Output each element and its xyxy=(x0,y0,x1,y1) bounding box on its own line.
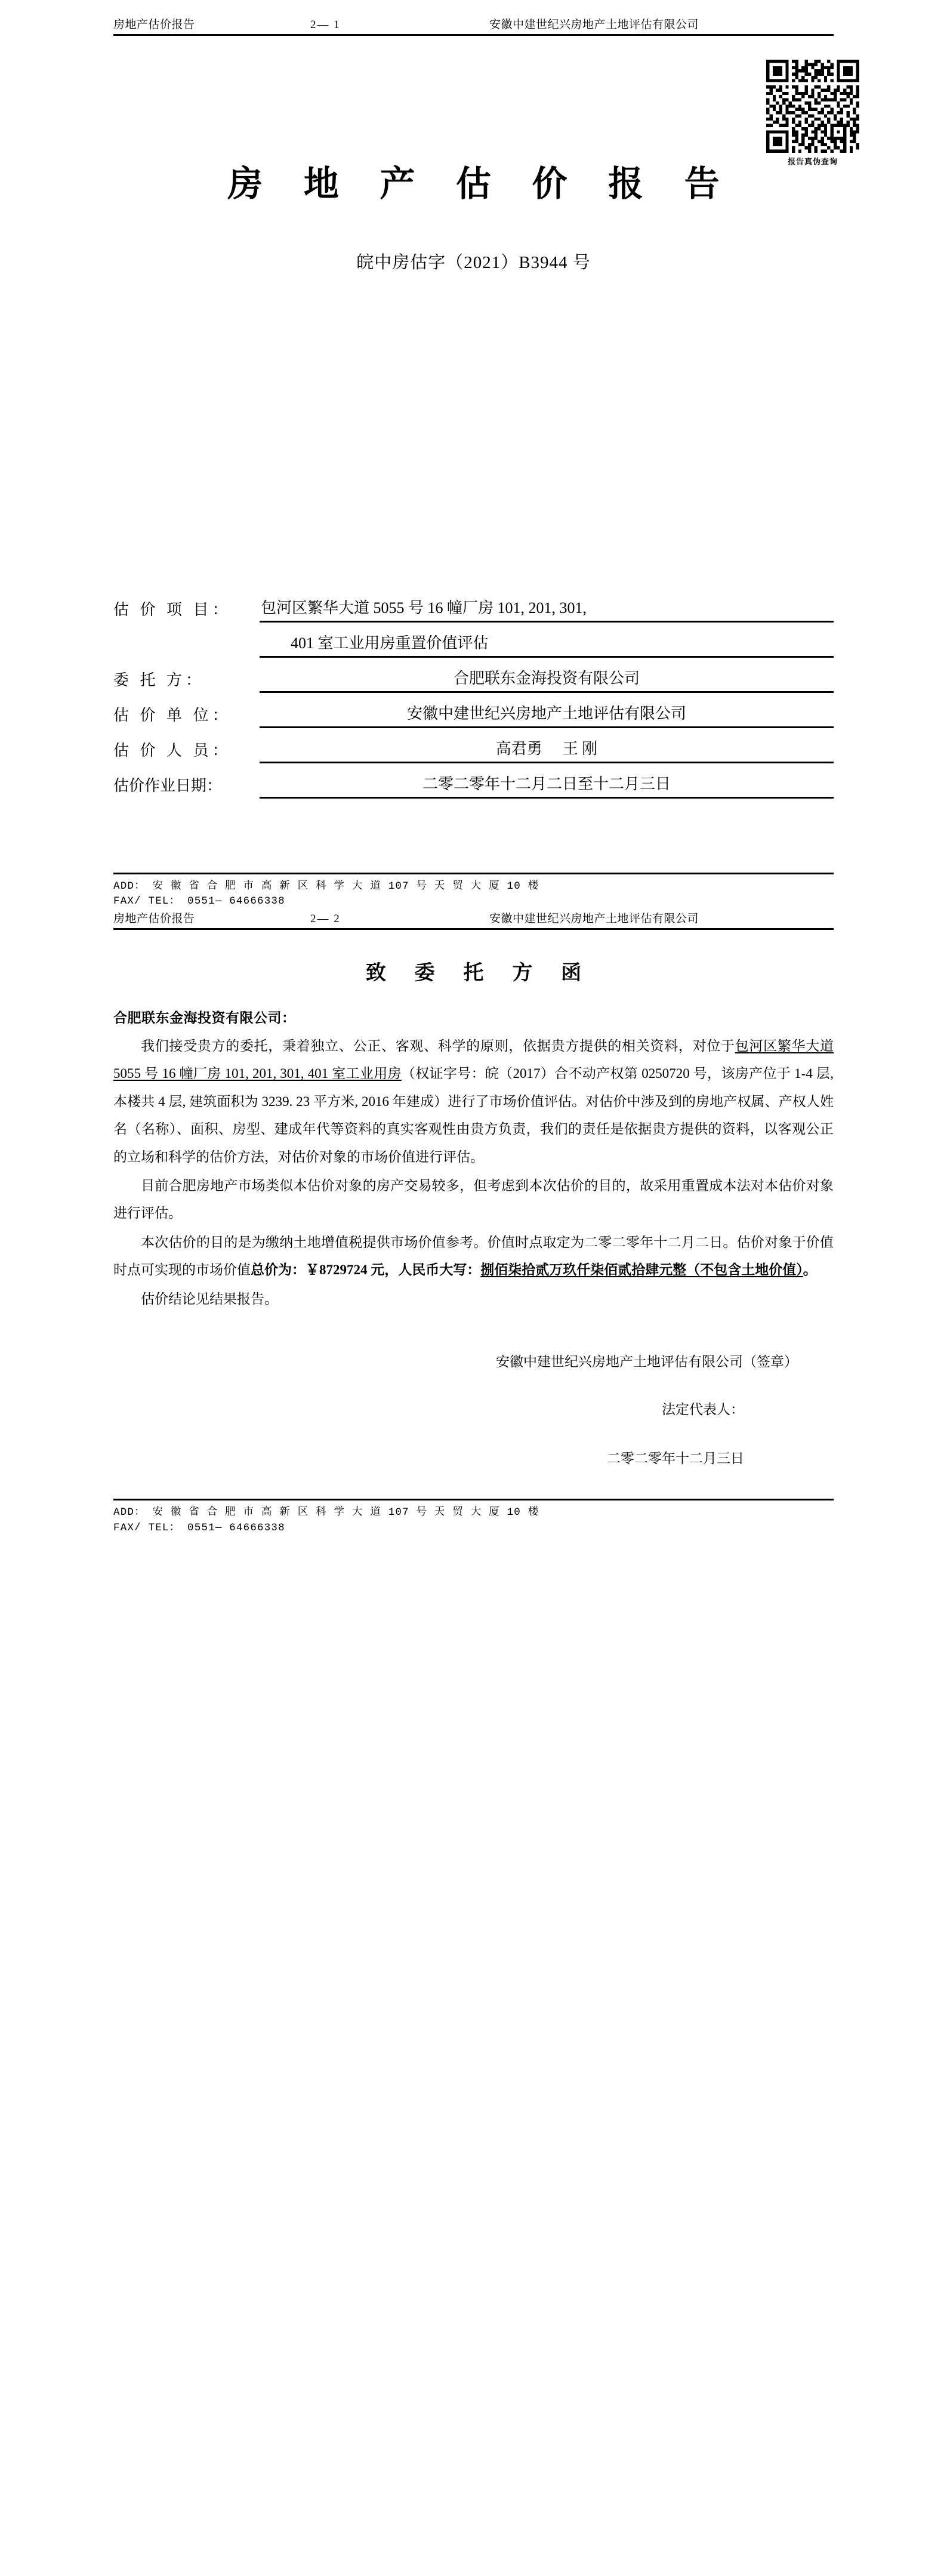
info-value-work-date: 二零二零年十二月二日至十二月三日 xyxy=(260,772,834,799)
p3-amount-in-words: 捌佰柒拾贰万玖仟柒佰贰拾肆元整（不包含土地价值） xyxy=(480,1262,803,1278)
info-label-client: 委 托 方： xyxy=(113,671,205,689)
signature-legal-representative: 法定代表人： xyxy=(662,1401,744,1417)
qr-verification-block xyxy=(756,60,869,167)
qr-code-icon xyxy=(766,60,859,153)
letter-title: 致 委 托 方 函 xyxy=(365,960,593,985)
qr-caption: 报告真伪查询 xyxy=(787,158,838,167)
info-label-project: 估 价 项 目： xyxy=(113,601,232,618)
appraiser-name-2: 王 刚 xyxy=(562,740,598,757)
signature-company: 安徽中建世纪兴房地产土地评估有限公司（签章） xyxy=(496,1354,798,1370)
header-company-name-p2: 安徽中建世纪兴房地产土地评估有限公司 xyxy=(489,911,699,925)
header-company-name: 安徽中建世纪兴房地产土地评估有限公司 xyxy=(489,18,699,31)
p3-period: 。 xyxy=(803,1262,817,1278)
p1-part-a: 我们接受贵方的委托，秉着独立、公正、客观、科学的原则，依据贵方提供的相关资料，对位于 xyxy=(141,1038,735,1053)
info-row-appraisal-unit xyxy=(113,701,834,728)
info-row-appraisers xyxy=(113,737,834,763)
info-value-project-line1: 包河区繁华大道 5055 号 16 幢厂房 101, 201, 301, xyxy=(260,596,834,623)
info-row-project-cont xyxy=(113,631,834,658)
info-value-project-line2: 401 室工业用房重置价值评估 xyxy=(260,631,834,658)
header-left-title-p2: 房地产估价报告 xyxy=(113,911,195,925)
p3-part-a: 本次估价的目的是为缴纳土地增值税提供市场价值参考。价值时点取定为二零二零年十二月二日。估价对象于价值时点可实现的市场价值 xyxy=(113,1234,834,1278)
p1-property-underline: 包河区繁华大道 5055 号 16 幢厂房 101, 201, 301, 401 室工业用房 xyxy=(113,1038,834,1081)
info-label-appraisers: 估 价 人 员： xyxy=(113,742,232,759)
letter-bottom-spacer xyxy=(113,1471,834,1499)
letter-paragraph-1 xyxy=(113,1033,834,1171)
info-row-work-date xyxy=(113,772,834,799)
page2-running-header xyxy=(113,910,834,930)
p1-part-b: （权证字号：皖（2017）合不动产权第 0250720 号，该房产位于 1-4 层, 本楼共 4 层, 建筑面积为 3239. 23 平方米, 2016 年建成）进行了市场价值评估。对估价中涉及到的房地产权属、产权人姓名（名称）、面积、房型、建成年代等资料的真实客观性由贵方负责，我们的责任是依据贵方提供的资料，以客观公正的立场和科学的估价方法，对估价对象的市场价值进行评估。 xyxy=(113,1066,834,1164)
cover-spacer xyxy=(113,273,834,596)
letter-paragraph-2: 目前合肥房地产市场类似本估价对象的房产交易较多，但考虑到本次估价的目的，故采用重置成本法对本估价对象进行评估。 xyxy=(113,1178,834,1221)
header-page-number: 2— 1 xyxy=(310,19,341,31)
p3-total-price-bold: 总价为：￥8729724 元，人民币大写： xyxy=(251,1262,481,1278)
page1-running-header xyxy=(113,16,834,36)
signature-date: 二零二零年十二月三日 xyxy=(607,1450,744,1466)
footer-fax-tel-p2: FAX/ TEL： 0551— 64666338 xyxy=(113,1521,285,1534)
signature-block xyxy=(113,1349,834,1471)
info-value-appraisal-unit: 安徽中建世纪兴房地产土地评估有限公司 xyxy=(260,701,834,728)
page2-running-footer xyxy=(113,1499,834,1536)
page1-running-footer xyxy=(113,873,834,910)
footer-fax-tel: FAX/ TEL： 0551— 64666338 xyxy=(113,895,285,908)
cover-bottom-spacer xyxy=(113,807,834,873)
info-row-project xyxy=(113,596,834,623)
info-row-client xyxy=(113,666,834,693)
header-page-number-p2: 2— 2 xyxy=(310,912,341,925)
appraiser-name-1: 高君勇 xyxy=(495,740,542,757)
cover-info-table xyxy=(113,596,834,799)
info-label-work-date: 估价作业日期： xyxy=(113,777,223,794)
info-value-appraisers xyxy=(260,737,834,763)
cover-report-number: 皖中房估字（2021）B3944 号 xyxy=(356,253,591,272)
info-label-project-cont xyxy=(113,655,260,658)
page-cover xyxy=(0,0,947,910)
header-left-title: 房地产估价报告 xyxy=(113,18,195,31)
info-label-appraisal-unit: 估 价 单 位： xyxy=(113,707,232,724)
page-letter xyxy=(0,910,947,1536)
letter-paragraph-4: 估价结论见结果报告。 xyxy=(141,1291,278,1307)
info-value-client: 合肥联东金海投资有限公司 xyxy=(260,666,834,693)
letter-salutation: 合肥联东金海投资有限公司： xyxy=(113,1010,296,1025)
footer-address: ADD： 安 徽 省 合 肥 市 高 新 区 科 学 大 道 107 号 天 贸 大 厦 10 楼 xyxy=(113,880,539,892)
top-spacer xyxy=(113,0,834,16)
footer-address-p2: ADD： 安 徽 省 合 肥 市 高 新 区 科 学 大 道 107 号 天 贸 大 厦 10 楼 xyxy=(113,1506,539,1519)
cover-title: 房 地 产 估 价 报 告 xyxy=(227,163,734,204)
letter-paragraph-3 xyxy=(113,1229,834,1284)
